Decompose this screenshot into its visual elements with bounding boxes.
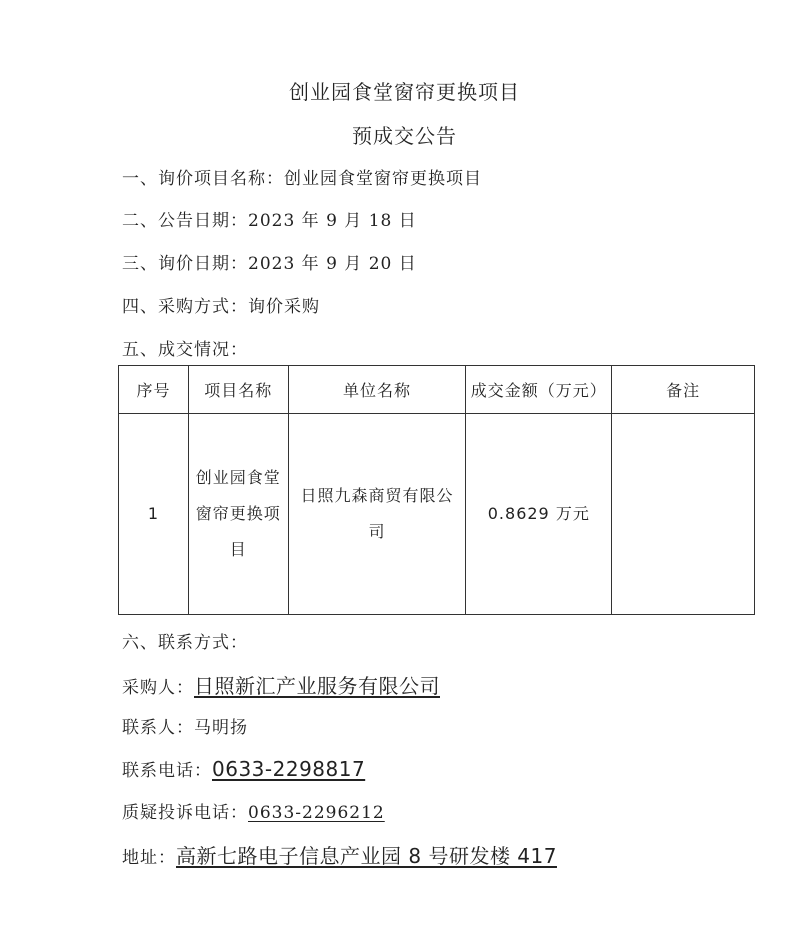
- item-project-name: [122, 164, 482, 189]
- item-inquiry-date-value: 2023 年 9 月 20 日: [248, 254, 417, 274]
- item-announce-date: [122, 206, 417, 231]
- contact-person: [122, 713, 248, 738]
- header-amount: 成交金额（万元）: [466, 366, 612, 414]
- contact-address-value: 高新七路电子信息产业园 8 号研发楼 417: [176, 844, 557, 868]
- contact-phone: [122, 756, 365, 781]
- header-project-name: 项目名称: [188, 366, 288, 414]
- item-deal-status-label: 五、成交情况：: [122, 340, 248, 360]
- header-index: 序号: [119, 366, 189, 414]
- contact-address: [122, 840, 557, 869]
- cell-index: 1: [119, 414, 189, 615]
- item-project-name-value: 创业园食堂窗帘更换项目: [284, 169, 482, 189]
- document-subtitle: 预成交公告: [352, 124, 457, 148]
- header-remark: 备注: [612, 366, 755, 414]
- item-inquiry-date-label: 三、询价日期：: [122, 254, 248, 274]
- header-company: 单位名称: [288, 366, 466, 414]
- item-procurement-method-label: 四、采购方式：: [122, 297, 248, 317]
- cell-company: 日照九森商贸有限公司: [288, 414, 466, 615]
- contact-complaint-value: 0633-2296212: [248, 803, 385, 823]
- contact-heading: [122, 628, 248, 653]
- item-deal-status: [122, 335, 248, 360]
- contact-person-value: 马明扬: [194, 718, 248, 738]
- cell-remark: [612, 414, 755, 615]
- item-project-name-label: 一、询价项目名称：: [122, 169, 284, 189]
- contact-buyer-label: 采购人：: [122, 678, 194, 698]
- table-header-row: [119, 366, 755, 414]
- cell-project-name: 创业园食堂窗帘更换项目: [188, 414, 288, 615]
- contact-buyer-value: 日照新汇产业服务有限公司: [194, 674, 440, 698]
- contact-person-label: 联系人：: [122, 718, 194, 738]
- item-procurement-method: [122, 292, 320, 317]
- deal-table: [118, 365, 755, 615]
- item-procurement-method-value: 询价采购: [248, 297, 320, 317]
- contact-phone-value: 0633-2298817: [212, 757, 366, 781]
- contact-phone-label: 联系电话：: [122, 761, 212, 781]
- contact-address-label: 地址：: [122, 848, 176, 868]
- contact-buyer: [122, 670, 440, 699]
- cell-amount: 0.8629 万元: [466, 414, 612, 615]
- item-inquiry-date: [122, 249, 417, 274]
- document-title: 创业园食堂窗帘更换项目: [289, 80, 520, 104]
- item-announce-date-label: 二、公告日期：: [122, 211, 248, 231]
- contact-complaint: [122, 798, 385, 823]
- table-row: [119, 414, 755, 615]
- item-announce-date-value: 2023 年 9 月 18 日: [248, 211, 417, 231]
- contact-complaint-label: 质疑投诉电话：: [122, 803, 248, 823]
- contact-heading-label: 六、联系方式：: [122, 633, 248, 653]
